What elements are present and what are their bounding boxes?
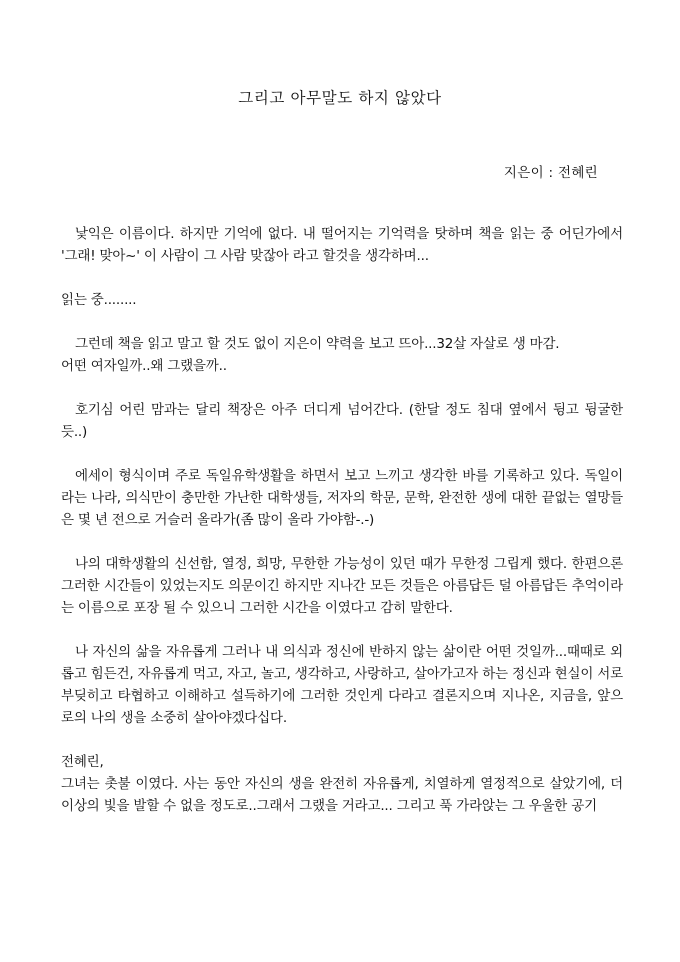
paragraph-8-line-1: 전혜린, (61, 754, 104, 770)
paragraph-8 (61, 751, 623, 817)
author-line: 지은이 : 전혜린 (503, 165, 598, 181)
paragraph-2: 읽는 중........ (61, 292, 137, 308)
paragraph-1: 낯익은 이름이다. 하지만 기억에 없다. 내 떨어지는 기억력을 탓하며 책을 읽는 중 어딘가에서 '그래! 맞아~' 이 사람이 그 사람 맞잖아 라고 할것을 생각하며... (61, 226, 623, 264)
paragraph-4: 호기심 어린 맘과는 달리 책장은 아주 더디게 넘어간다. (한달 정도 침대 옆에서 뒹고 뒹굴한듯..) (61, 402, 623, 440)
paragraph-3-line-1: 그런데 책을 읽고 말고 할 것도 없이 지은이 약력을 보고 뜨아...32살 자살로 생 마감. (75, 336, 560, 352)
paragraph-8-line-2: 그녀는 촛불 이였다. 사는 동안 자신의 생을 완전히 자유롭게, 치열하게 열정적으로 살았기에, 더 이상의 빛을 발할 수 없을 정도로..그래서 그랬을 거라고... 그리고 푹 가라앉는 그 우울한 공기 (61, 776, 623, 814)
document-body (61, 223, 623, 817)
paragraph-6: 나의 대학생활의 신선함, 열정, 희망, 무한한 가능성이 있던 때가 무한정 그립게 했다. 한편으론 그러한 시간들이 있었는지도 의문이긴 하지만 지나간 모든 것들은 아름답든 덜 아름답든 추억이라는 이름으로 포장 될 수 있으니 그러한 시간을 이였다고 감히 말한다. (61, 556, 623, 616)
paragraph-3 (61, 333, 623, 377)
document-title: 그리고 아무말도 하지 않았다 (238, 89, 442, 107)
paragraph-3-line-2: 어떤 여자일까..왜 그랬을까.. (61, 358, 227, 374)
paragraph-7: 나 자신의 삶을 자유롭게 그러나 내 의식과 정신에 반하지 않는 삶이란 어떤 것일까...때때로 외롭고 힘든건, 자유롭게 먹고, 자고, 놀고, 생각하고, 사랑하고, 살아가고자 하는 정신과 현실이 서로 부딪히고 타협하고 이해하고 설득하기에 그러한 것인게 다라고 결론지으며 지나온, 지금을, 앞으로의 나의 생을 소중히 살아야겠다십다. (61, 644, 623, 726)
paragraph-5: 에세이 형식이며 주로 독일유학생활을 하면서 보고 느끼고 생각한 바를 기록하고 있다. 독일이라는 나라, 의식만이 충만한 가난한 대학생들, 저자의 학문, 문학, 완전한 생에 대한 끝없는 열망들은 몇 년 전으로 거슬러 올라가(좀 많이 올라 가야함-.-) (61, 468, 623, 528)
